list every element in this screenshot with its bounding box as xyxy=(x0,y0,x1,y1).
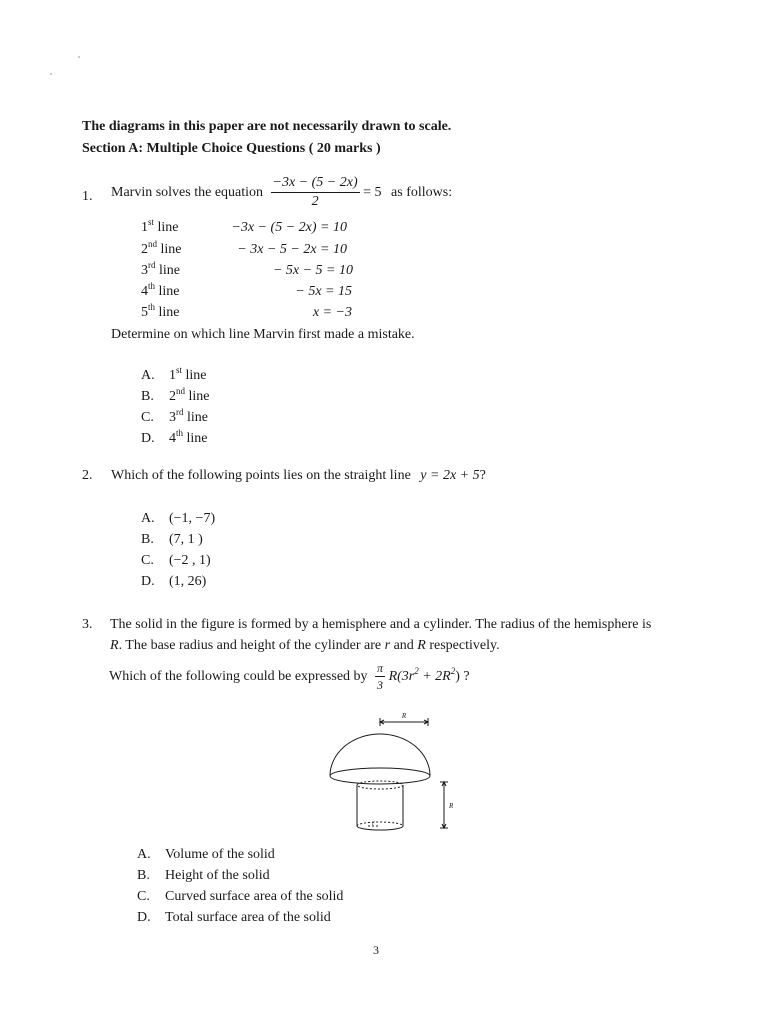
option-c[interactable]: C. Curved surface area of the solid xyxy=(137,889,344,904)
line-label: 1st line xyxy=(141,217,179,235)
scan-speck xyxy=(78,56,80,58)
question-stem xyxy=(111,468,486,484)
option-b[interactable]: B. 2nd line xyxy=(141,386,210,404)
scan-speck xyxy=(50,73,52,75)
hemisphere-base xyxy=(330,768,430,784)
fraction-numerator: −3x − (5 − 2x) xyxy=(271,176,360,193)
fraction-denominator: 2 xyxy=(311,193,319,209)
line-expression: − 5x = 15 xyxy=(295,284,352,299)
pi-over-3-fraction xyxy=(375,662,385,691)
question-text: Which of the following could be expressed by xyxy=(109,668,368,684)
expression: $R(3r^2 + 2R^2$ xyxy=(388,665,456,684)
line-label: 4th line xyxy=(141,281,180,299)
line-expression: −3x − (5 − 2x) = 10 xyxy=(231,220,347,235)
line-expression: x = −3 xyxy=(312,305,352,320)
line-label: 2nd line xyxy=(141,239,182,257)
page-number: 3 xyxy=(373,943,379,957)
hemisphere-outline xyxy=(330,734,430,776)
option-b[interactable]: B. (7, 1 ) xyxy=(141,532,203,547)
option-d[interactable]: D. Total surface area of the solid xyxy=(137,910,331,925)
line-expression: − 5x − 5 = 10 xyxy=(272,263,353,278)
question-text: as follows: xyxy=(391,184,453,200)
line-label: 3rd line xyxy=(141,260,180,278)
option-a[interactable]: A. Volume of the solid xyxy=(137,847,275,862)
question-number: 2. xyxy=(82,468,93,483)
fraction-numerator: π xyxy=(377,661,384,675)
fraction-denominator: 3 xyxy=(377,677,384,692)
hemisphere-cylinder-figure xyxy=(320,708,460,838)
question-text-line-2: R. The base radius and height of the cylinder are r and R respectively. xyxy=(110,638,500,653)
question-number: 3. xyxy=(82,617,93,632)
question-stem xyxy=(111,176,452,209)
option-c[interactable]: C. 3rd line xyxy=(141,407,208,425)
line-label: 5th line xyxy=(141,302,180,320)
option-d[interactable]: D. 4th line xyxy=(141,428,208,446)
question-mark: ? xyxy=(479,468,486,483)
figure-label-top: R xyxy=(401,712,407,720)
scale-note: The diagrams in this paper are not necessarily drawn to scale. xyxy=(82,119,452,134)
section-title: Section A: Multiple Choice Questions ( 20 marks ) xyxy=(82,141,381,156)
question-number: 1. xyxy=(82,189,93,204)
option-d[interactable]: D. (1, 26) xyxy=(141,574,207,589)
question-prompt: Determine on which line Marvin first made a mistake. xyxy=(111,327,415,342)
option-a[interactable]: A. 1st line xyxy=(141,365,207,383)
expression-end: ) ? xyxy=(455,668,470,684)
option-b[interactable]: B. Height of the solid xyxy=(137,868,270,883)
line-equation: y = 2x + 5 xyxy=(420,468,480,483)
option-a[interactable]: A. (−1, −7) xyxy=(141,511,216,526)
figure-label-side: R xyxy=(449,802,454,810)
question-ask xyxy=(109,662,470,691)
equation-fraction xyxy=(271,176,360,209)
cylinder-top xyxy=(357,781,403,789)
line-expression: − 3x − 5 − 2x = 10 xyxy=(237,242,347,257)
cylinder-base xyxy=(357,826,403,830)
question-text: Which of the following points lies on the straight line xyxy=(111,468,411,483)
option-c[interactable]: C. (−2 , 1) xyxy=(141,553,211,568)
figure-label-base: r xyxy=(372,819,375,827)
equation-rhs: = 5 xyxy=(363,184,382,200)
question-text: Marvin solves the equation xyxy=(111,184,264,200)
question-text-line-1: The solid in the figure is formed by a hemisphere and a cylinder. The radius of the hemisphere is xyxy=(110,617,652,632)
